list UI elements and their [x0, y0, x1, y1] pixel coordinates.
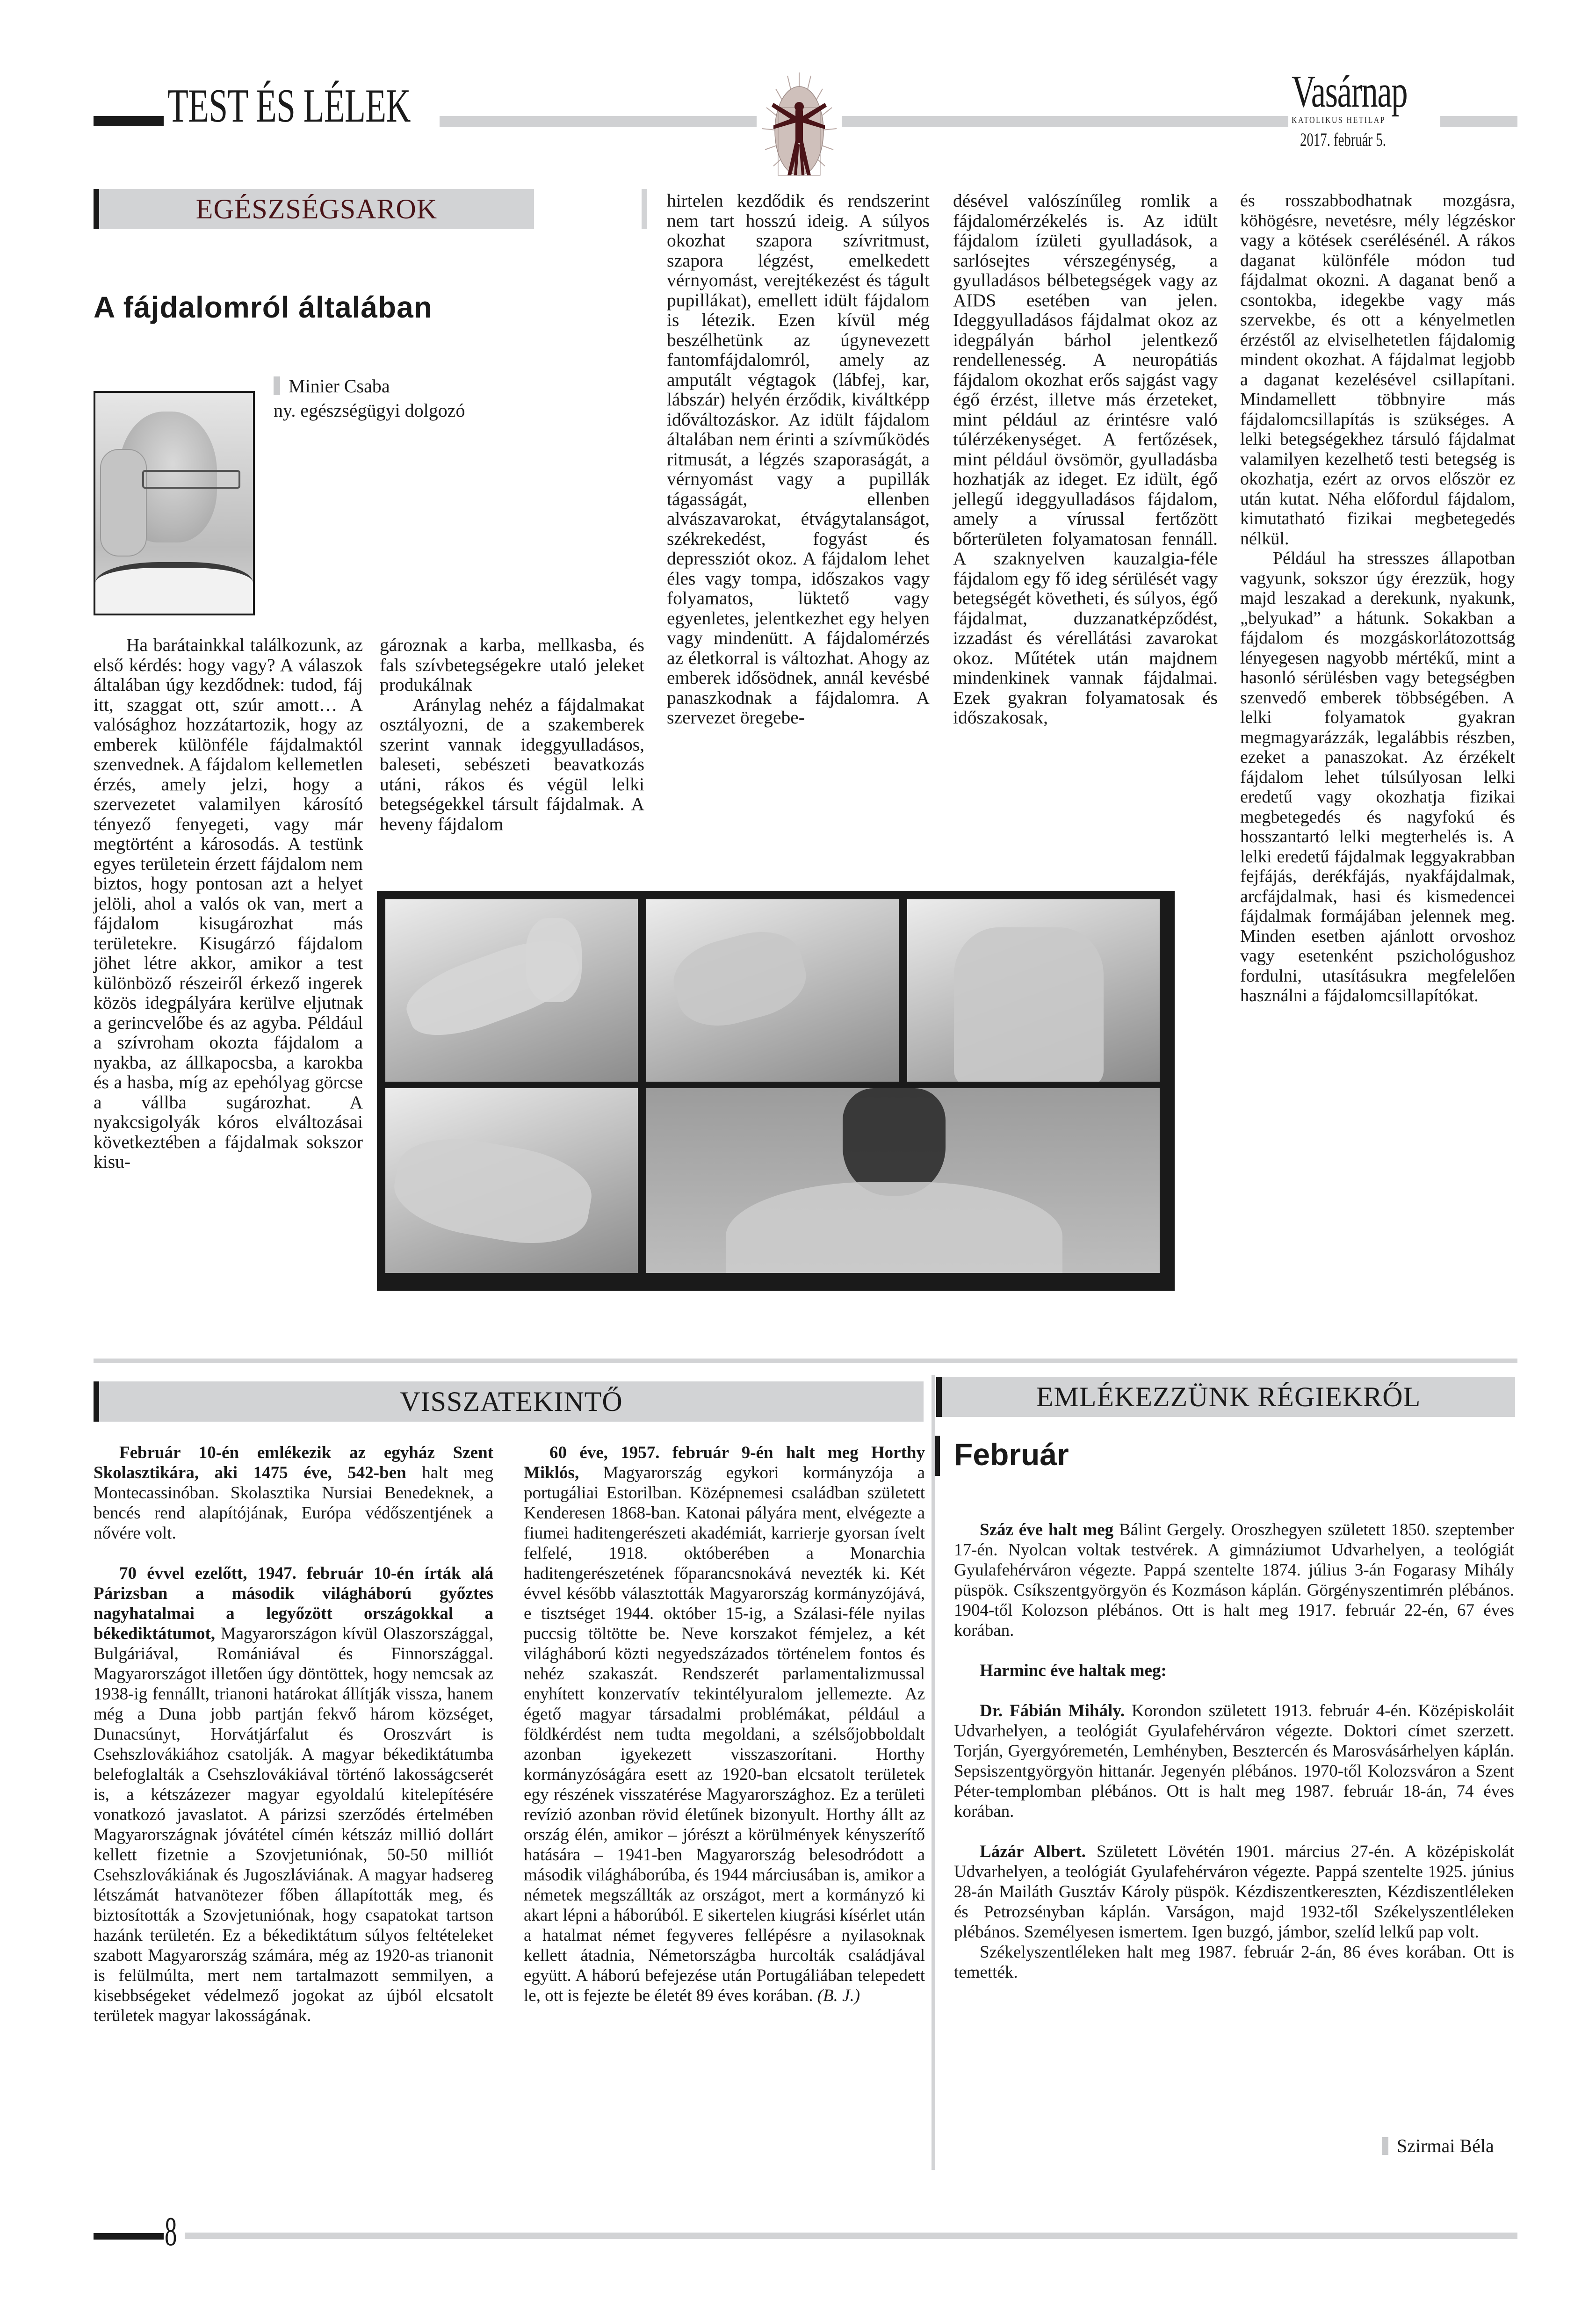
- section-header-label: EMLÉKEZZÜNK RÉGIEKRŐL: [1036, 1381, 1421, 1412]
- photo-lower-back-pain: [907, 899, 1160, 1082]
- masthead-rule-middle: [842, 116, 1288, 127]
- column-divider: [932, 1375, 935, 2170]
- retro-item: 70 évvel ezelőtt, 1947. február 10-én írták alá Párizsban a második világháború győztes nagyhatalmai a legyőzött országokkal a békediktátumot, Magyarországon kívül Olaszországgal, Bulgáriával, Romániával és Finnországgal. Magyarországot illetően úgy döntöttek, hogy nemcsak az 1938-ig fennállt, trianoni határokat állítják vissza, hanem még a Duna jobb partján fekvő három községet, Dunacsúnyt, Horvátjárfalut és Oroszvárt is Csehszlovákiához csatolják. A magyar békediktátumba belefoglalták a Csehszlovákiával történő lakosságcserét is, a kétszázezer magyar egyoldalú kitelepítésére vonatkozó javaslatot. A párizsi szerződés értelmében Magyarországnak jóvátétel címén kétszáz millió dollárt kellett fizetnie a Szovjetuniónak, 50-50 milliót Csehszlovákiának és Jugoszláviának. A magyar hadsereg létszámát hatvanötezer főben állapították meg, és biztosították a Szovjetuniónak, hogy csapatokat tartson hazánk területén. Ez a békediktátum súlyos feltételeket szabott Magyarország számára, még az 1920-as trianonit is felülmúlta, mert nem tartalmazott semmilyen, a kisebbségeket védelmező jogokat az újból elcsatolt területek magyar lakosságának.: [94, 1564, 493, 2025]
- paragraph: désével valószínűleg romlik a fájdalomérzékelés is. Az idült fájdalom ízületi gyulladások, a sarlósejtes vérszegénység, a gyulladásos bélbetegségek vagy az AIDS esetében van jelen. Ideggyulladásos fájdalmat okoz az idegpályán bárhol jelentkező rendellenesség. A neuropátiás fájdalom okozhat erős sajgást vagy égő érzést, illetve más érzeteket, mint például az érintésre való túlérzékenységet. A fertőzések, mint például övsömör, gyulladásba hozhatják az ideget. Ez idült, égő jellegű ideggyulladásos fájdalom, amely a vírussal fertőzött bőrterületen folyamatosan fennáll. A szaknyelven kauzalgia-féle fájdalom egy fő ideg sérülését vagy betegségét követheti, és súlyos, égő fájdalmat, duzzanatképződést, izzadást és vérellátási zavarokat okoz. Műtétek után majdnem mindenkinek vannak fájdalmai. Ezek gyakran folyamatosak és időszakosak,: [953, 190, 1218, 728]
- author-name: Minier Csaba: [289, 376, 390, 397]
- paragraph: Ha barátainkkal találkozunk, az első kérdés: hogy vagy? A válaszok általában úgy kezdődnek: tudod, fáj itt, szaggat ott, szúr amott… A valósághoz hozzátartozik, hogy az emberek különféle fájdalmaktól szenvednek. A fájdalom kellemetlen érzés, amely jelzi, hogy a szervezetet valamilyen károsító tényező fenyegeti, vagy már megtörtént a károsodás. A testünk egyes területein érzett fájdalom nem biztos, hogy pontosan azt a helyet jelöli, ahol a valós ok van, mert a fájdalom kisugározhat más területekre. Kisugárzó fájdalom jöhet létre akkor, amikor a test különböző részeiről érkező ingerek közös idegpályára kerülve eljutnak a gerincvelőbe és az agyba. Például a szívroham okozta fájdalom a nyakba, az állkapocsba, a karokba és a hasba, míg az epehólyag görcse a vállba sugározhat. A nyakcsigolyák kóros elváltozásai következtében a fájdalmak sokszor kisu-: [94, 635, 363, 1172]
- photo-neck-pain: [646, 1088, 1160, 1273]
- retro-column-1: [94, 1443, 493, 2026]
- retro-item: 60 éve, 1957. február 9-én halt meg Horthy Miklós, Magyarország egykori kormányzója a portugáliai Estorilban. Középnemesi családban született Kenderesen 1868-ban. Katonai pályára ment, elvégezte a fiumei haditengerészeti akadémiát, karrierje gyorsan ívelt felfelé, 1918. októberében a Monarchia haditengerészetének főparancsnokává nevezték ki. Két évvel később választották Magyarország kormányzójává, e tisztséget 1944. október 15-ig, a Szálasi-féle nyilas puccsig töltötte be. Neve korszakot fémjelez, a két világháború közti negyedszázados történelem fontos és nehéz szakaszát. Rendszerét parlamentalizmussal enyhített konzervatív tekintélyuralom jellemezte. Az égető magyar társadalmi problémákat, például a földkérdést nem tudta megoldani, a szélsőjobboldalt azonban igyekezett visszaszorítani. Horthy kormányzóságára esett az 1920-ban elcsatolt területek egy részének visszatérése Magyarországhoz. Ez a területi revízió azonban rövid életűnek bizonyult. Horthy állt az ország élén, amikor – jórészt a körülmények kényszerítő hatására – 1941-ben Magyarország belesodródott a második világháborúba, és 1944 márciusában is, amikor a németek megszállták az országot, mert a kormányzó ki akart lépni a háborúból. E sikertelen kiugrási kísérlet után a hatalmat német fegyveres fellépésre a nyilasoknak kellett átadnia, Németországba hurcolták családjával együtt. A háború befejezése után Portugáliában telepedett le, ott is fejezte be életét 89 éves korában. (B. J.): [524, 1443, 925, 2005]
- month-title: Február: [935, 1436, 1069, 1476]
- retro-column-2: [524, 1443, 925, 2006]
- article-column-5: [1240, 191, 1515, 1006]
- remember-column: [954, 1520, 1514, 1982]
- remember-entry: Lázár Albert. Született Lövétén 1901. március 27-én. A középiskolát Udvarhelyen, a teológiát Gyulafehérváron végezte. Pappá szentelte 1925. június 28-án Mailáth Gusztáv Károly püspök. Kézdiszentkereszten, Kézdiszentléleken és Petrozsényban káplán. Varságon, majd 1932-től Székelyszentléleken plébános. Személyesen ismertem. Igen buzgó, jámbor, szelíd lelkű pap volt.: [954, 1842, 1514, 1942]
- remember-entry: Száz éve halt meg Bálint Gergely. Oroszhegyen született 1850. szeptember 17-én. Nyolcan voltak testvérek. A gimnáziumot Udvarhelyen, a teológiát Gyulafehérváron végezte. Pappá szentelte 1874. július 3-án Fogarasy Mihály püspök. Csíkszentgyörgyön és Kozmáson káplán. Görgényszentimrén plébános. 1904-től Kolozson plébános. Ott is halt meg 1917. február 22-én, 67 éves korában.: [954, 1520, 1514, 1640]
- masthead-rule-black: [94, 116, 164, 126]
- paragraph: hirtelen kezdődik és rendszerint nem tart hosszú ideig. A súlyos okozhat szapora szívritmust, szapora légzést, emelkedett vérnyomást, verejtékezést és tágult pupillákat), emellett idült fájdalom is létezik. Ezen kívül még beszélhetünk az úgynevezett fantomfájdalomról, amely az amputált végtagok (lábfej, kar, lábszár) helyén érződik, kiváltképp időváltozáskor. Az idült fájdalom általában nem érinti a szívműködés ritmusát, a légzés szaporaságát, a vérnyomást vagy a pupillák tágasságát, ellenben alvászavarokat, étvágytalanságot, székrekedést, fogyást és depressziót okoz. A fájdalom lehet éles vagy tompa, időszakos vagy folyamatos, lüktető vagy egyenletes, jelentkezhet egy helyen vagy mindenütt. A fájdalomérzés az életkorral is változhat. Ahogy az emberek idősödnek, annál kevésbé panaszkodnak a fájdalomra. A szervezet öregebe-: [667, 190, 930, 728]
- author-portrait: [94, 391, 255, 615]
- section-header-egeszsegsarok: [94, 189, 534, 229]
- vitruvian-figure-icon: [755, 70, 844, 178]
- section-title: TEST ÉS LÉLEK: [167, 80, 411, 132]
- footer-rule-gray: [185, 2233, 1517, 2239]
- article-headline: A fájdalomról általában: [94, 290, 433, 324]
- article-column-4: [953, 191, 1218, 728]
- article-column-2: [380, 635, 644, 834]
- section-header-emlekezzunk: [936, 1377, 1515, 1417]
- section-header-label: EGÉSZSÉGSAROK: [195, 193, 438, 224]
- section-header-label: VISSZATEKINTŐ: [400, 1386, 623, 1417]
- paragraph: Például ha stresszes állapotban vagyunk, sokszor úgy érezzük, hogy majd leszakad a derekunk, nyakunk, „belyukad” a hátunk. Sokakban a fájdalom és mozgáskorlátozottság lényegesen nagyobb mértékű, mint a hasonló sérülésben vagy betegségben szenvedő emberek többségében. A lelki folyamatok gyakran megmagyarázzák, legalábbis részben, ezeket a panaszokat. Az érzékelt fájdalom lehet túlsúlyosan lelki eredetű vagy okozhatja fizikai megbetegedés és nagyfokú és hosszantartó lelki megterhelés is. A lelki eredetű fájdalmak leggyakrabban fejfájás, derékfájás, nyakfájdalmak, arcfájdalmak, hasi és kismedencei fájdalmak formájában jelennek meg. Minden esetben ajánlott orvoshoz vagy esetenként pszichológushoz fordulni, utasításukra megfelelően használni a fájdalomcsillapítókat.: [1240, 549, 1515, 1005]
- masthead-rule-right: [1440, 116, 1517, 127]
- paragraph: gároznak a karba, mellkasba, és fals szívbetegségekre utaló jeleket produkálnak: [380, 635, 644, 695]
- issue-date: 2017. február 5.: [1300, 129, 1386, 150]
- article-column-3: [667, 191, 930, 728]
- section-divider: [94, 1359, 1517, 1363]
- photo-wrist-pain: [385, 899, 638, 1082]
- footer-rule-black: [94, 2233, 164, 2240]
- section-header-visszatekinto: [94, 1381, 924, 1422]
- remember-subheading: Harminc éve haltak meg:: [980, 1661, 1167, 1680]
- retro-item: Február 10-én emlékezik az egyház Szent Skolasztikára, aki 1475 éve, 542-ben halt meg Montecassinóban. Skolasztika Nursiai Benedeknek, a bencés rend alapítójának, Európa védőszentjének a nővére volt.: [94, 1443, 494, 1543]
- brand-subtitle: KATOLIKUS HETILAP: [1292, 115, 1386, 125]
- masthead-rule-left: [440, 116, 757, 127]
- page-number: 8: [165, 2209, 177, 2255]
- signature-name: Szirmai Béla: [1397, 2135, 1494, 2156]
- paragraph: Aránylag nehéz a fájdalmakat osztályozni, de a szakemberek szerint vannak ideggyulladásos, baleseti, sebészeti beavatkozás utáni, rákos és végül lelki betegségekkel társult fájdalmak. A heveny fájdalom: [380, 694, 644, 834]
- pain-photo-collage: [377, 891, 1175, 1291]
- remember-entry: Székelyszentléleken halt meg 1987. február 2-án, 86 éves korában. Ott is temették.: [954, 1943, 1514, 1982]
- signature: [1382, 2135, 1494, 2157]
- photo-knee-pain: [385, 1088, 638, 1273]
- brand-name: Vasárnap: [1292, 66, 1408, 117]
- article-column-1: [94, 635, 363, 1172]
- paragraph: és rosszabbodhatnak mozgásra, köhögésre, nevetésre, mély légzéskor vagy a kötések cserélésénél. A rákos daganat különféle módon tud fájdalmat okozni. A daganat benő a csontokba, idegekbe vagy más szervekbe, és ott a kényelmetlen érzéstől az elviselhetetlen fájdalomig mindent okozhat. A fájdalmat legjobb a daganat kezelésével csillapítani. Mindamellett többnyire más fájdalomcsillapítás is szükséges. A lelki betegségekhez társuló fájdalmat valamilyen kezelhető testi betegség is okozhatja, ezért az orvos először ez után kutat. Néha előfordul fájdalom, kimutatható fizikai megbetegedés nélkül.: [1240, 191, 1515, 549]
- author-role: ny. egészségügyi dolgozó: [274, 400, 465, 421]
- remember-entry: Dr. Fábián Mihály. Korondon született 1913. február 4-én. Középiskoláit Udvarhelyen, a teológiát Gyulafehérváron végezte. Doktori címet szerzett. Torján, Gyergyóremetén, Lemhényben, Besztercén és Marosvásárhelyen káplán. Sepsiszentgyörgyön hittanár. Jegenyén plébános. 1970-től Kolozsváron a Szent Péter-templomban plébános. Ott is halt meg 1987. február 18-án, 74 éves korában.: [954, 1701, 1514, 1821]
- publication-brand: [1292, 66, 1437, 151]
- signature-marker: [1382, 2137, 1388, 2155]
- byline-marker: [274, 376, 280, 395]
- author-byline: [274, 374, 465, 423]
- header-accent-bar: [642, 189, 647, 229]
- photo-hand-on-back: [646, 899, 899, 1082]
